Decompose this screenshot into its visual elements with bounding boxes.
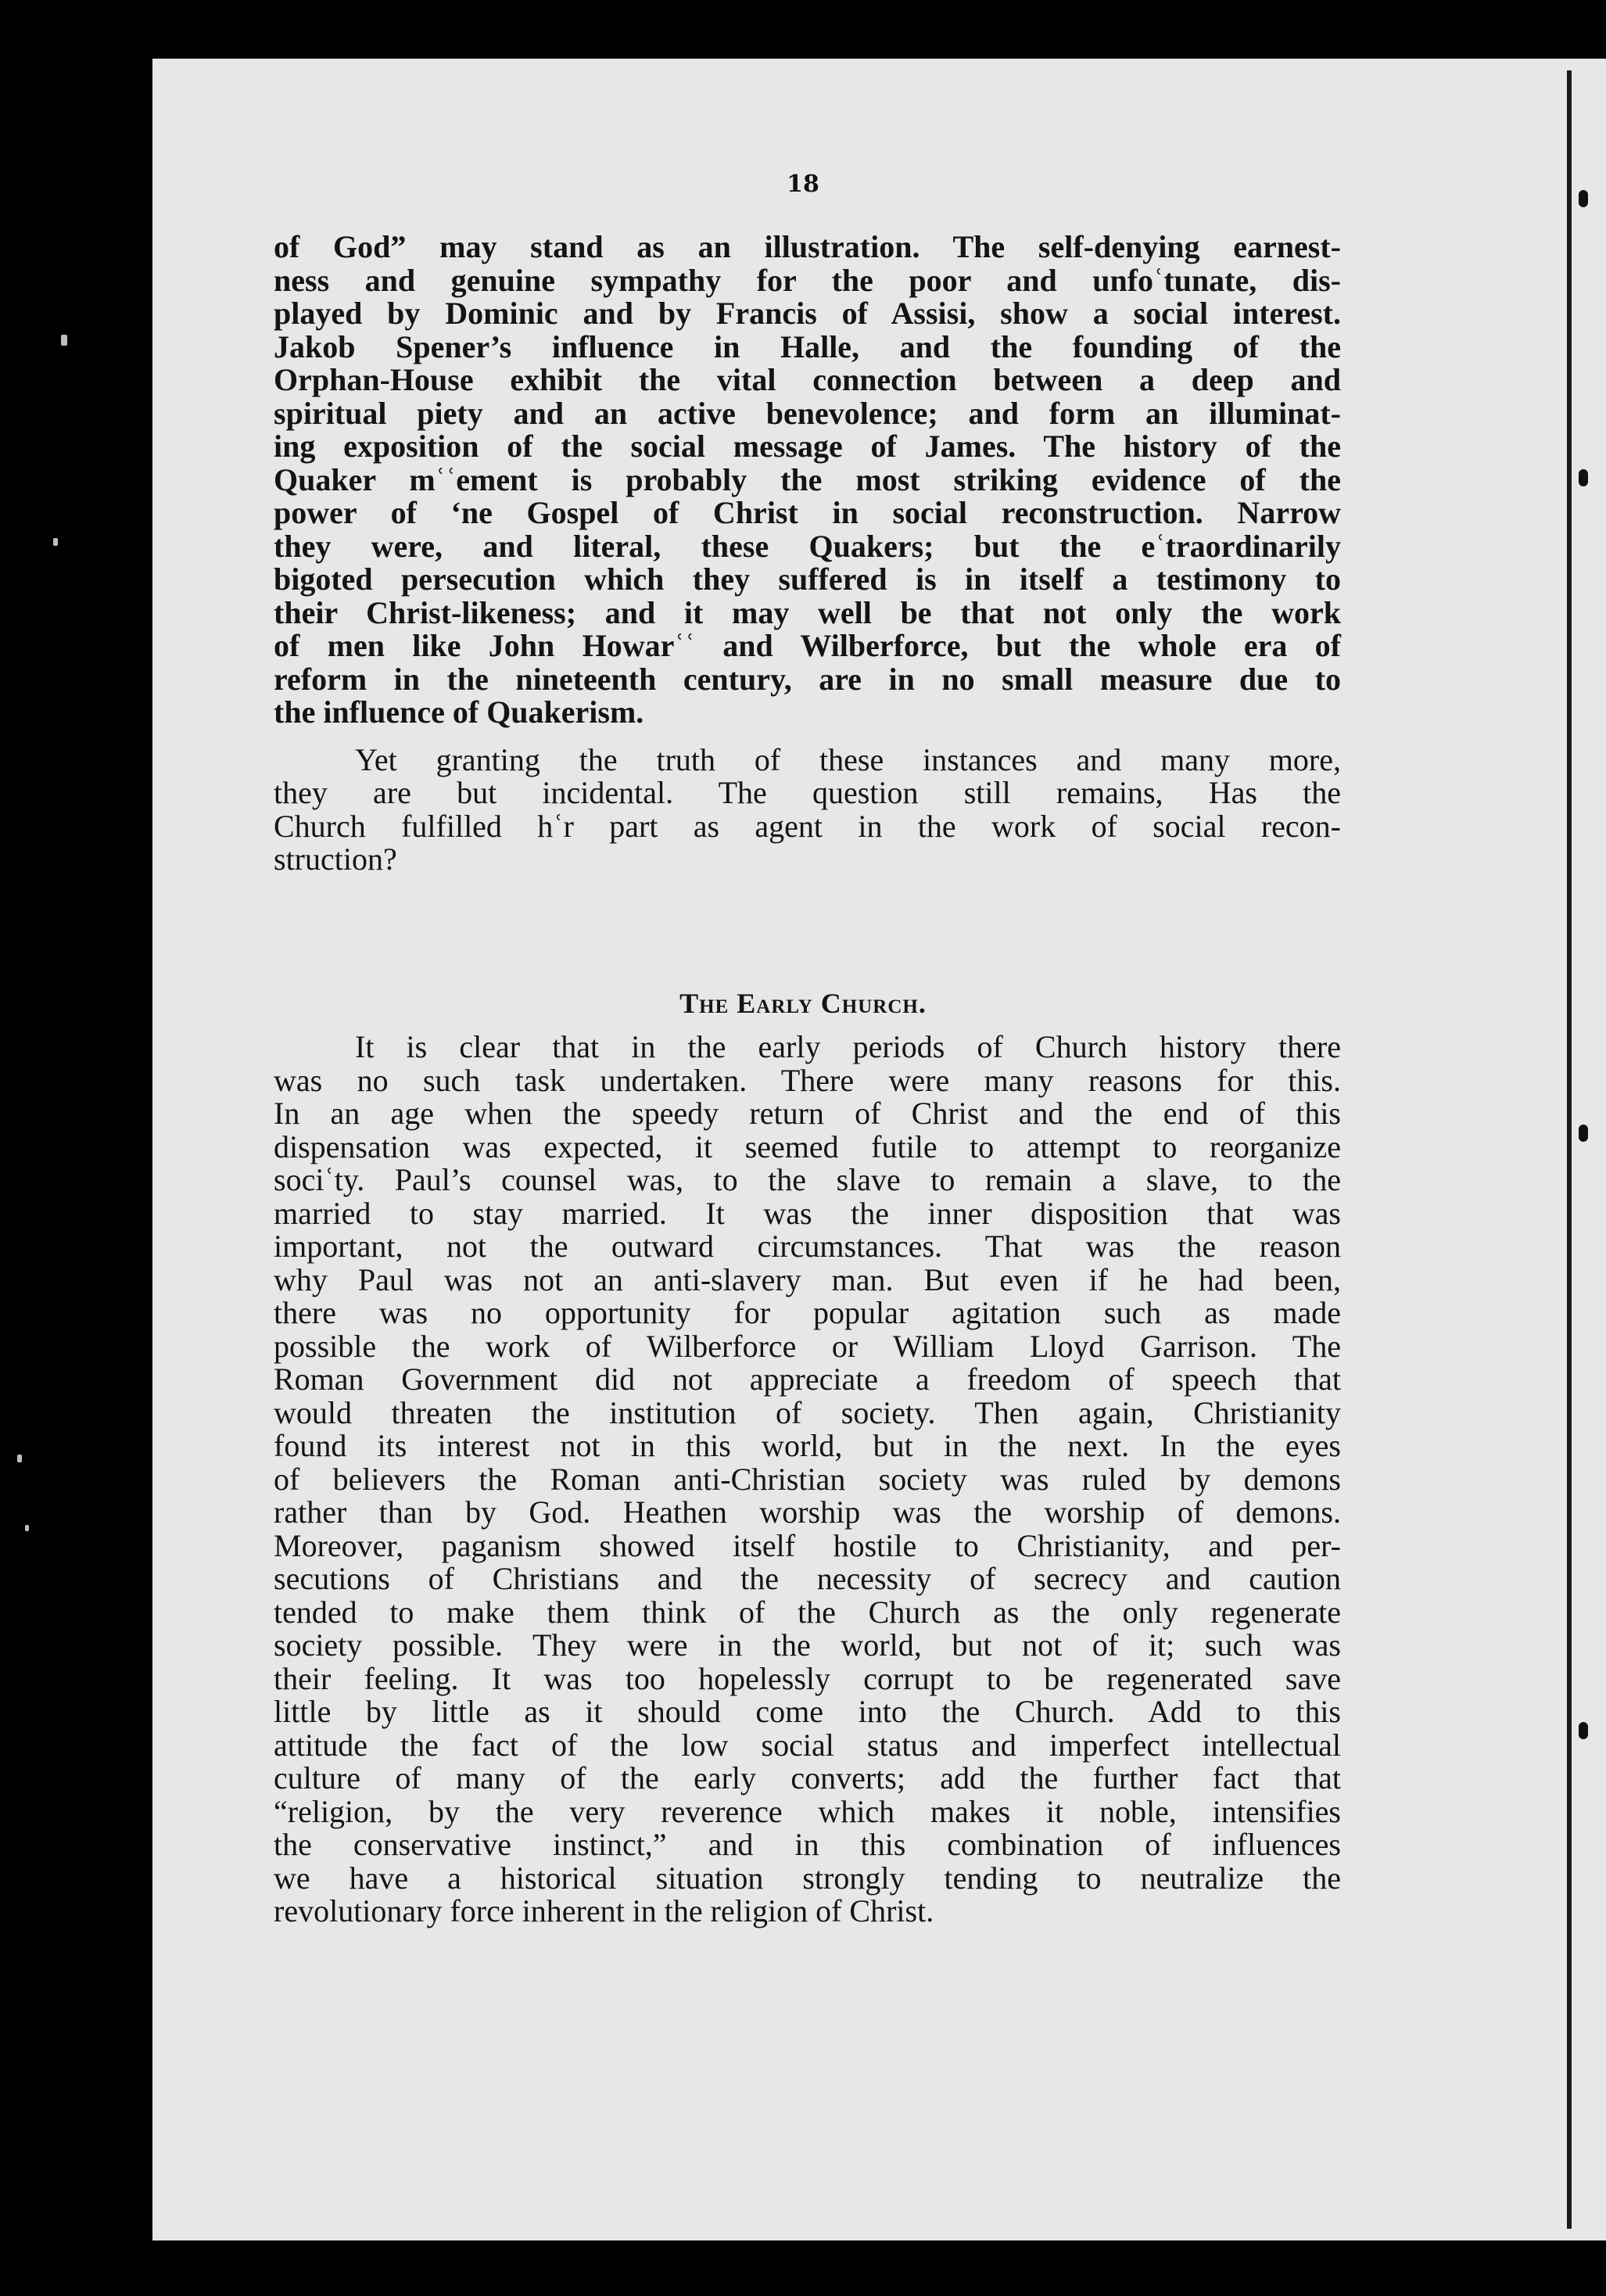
edge-mark	[1579, 469, 1588, 486]
text-line: found its interest not in this world, but in the next. In the eyes	[274, 1428, 1341, 1463]
text-line: revolutionary force inherent in the religion of Christ.	[274, 1893, 934, 1928]
text-line: we have a historical situation strongly tending to neutralize the	[274, 1860, 1341, 1896]
text-line: of God” may stand as an illustration. The self-denying earnest-	[274, 229, 1341, 264]
scan-speck	[53, 538, 58, 546]
text-line: Roman Government did not appreciate a freedom of speech that	[274, 1361, 1341, 1397]
text-line: married to stay married. It was the inner disposition that was	[274, 1195, 1341, 1231]
text-line: power of ʻne Gospel of Christ in social reconstruction. Narrow	[274, 495, 1341, 530]
text-line: little by little as it should come into the Church. Add to this	[274, 1694, 1341, 1729]
text-line: played by Dominic and by Francis of Assisi, show a social interest.	[274, 296, 1341, 331]
text-line: ness and genuine sympathy for the poor and unfoʿtunate, dis-	[274, 262, 1341, 298]
text-line: Moreover, paganism showed itself hostile to Christianity, and per-	[274, 1527, 1341, 1563]
text-line: In an age when the speedy return of Christ and the end of this	[274, 1096, 1341, 1131]
text-line: why Paul was not an anti-slavery man. But even if he had been,	[274, 1261, 1341, 1297]
text-line: spiritual piety and an active benevolence; and form an illuminat-	[274, 395, 1341, 431]
edge-mark	[1579, 1722, 1588, 1739]
scan-speck	[17, 1455, 22, 1462]
text-line: ing exposition of the social message of James. The history of the	[274, 429, 1341, 464]
scan-speck	[25, 1525, 29, 1531]
text-line: they were, and literal, these Quakers; but the eʿtraordinarily	[274, 528, 1341, 564]
text-line: struction?	[274, 841, 397, 877]
paragraph-1	[274, 231, 1341, 730]
text-line: their Christ-likeness; and it may well be that not only the work	[274, 594, 1341, 630]
body-text-bottom	[274, 1031, 1341, 1928]
text-line: Yet granting the truth of these instances and many more,	[355, 741, 1341, 777]
text-line: Orphan-House exhibit the vital connection between a deep and	[274, 362, 1341, 397]
body-text-top	[274, 231, 1341, 877]
text-line: “religion, by the very reverence which makes it noble, intensifies	[274, 1793, 1341, 1829]
text-line: there was no opportunity for popular agitation such as made	[274, 1295, 1341, 1330]
text-line: was no such task undertaken. There were many reasons for this.	[274, 1062, 1341, 1098]
section-heading: The Early Church.	[679, 988, 927, 1019]
text-line: attitude the fact of the low social status and imperfect intellectual	[274, 1727, 1341, 1763]
paragraph-3	[274, 1031, 1341, 1928]
text-line: bigoted persecution which they suffered is in itself a testimony to	[274, 561, 1341, 597]
text-line: the conservative instinct,” and in this combination of influences	[274, 1827, 1341, 1862]
text-line: Church fulfilled hʿr part as agent in the work of social recon-	[274, 808, 1341, 844]
text-line: the influence of Quakerism.	[274, 694, 644, 730]
text-line: secutions of Christians and the necessity of secrecy and caution	[274, 1561, 1341, 1596]
text-line: reform in the nineteenth century, are in no small measure due to	[274, 661, 1341, 697]
text-line: of believers the Roman anti-Christian society was ruled by demons	[274, 1461, 1341, 1497]
text-line: rather than by God. Heathen worship was the worship of demons.	[274, 1494, 1341, 1530]
text-line: sociʿty. Paul’s counsel was, to the slave to remain a slave, to the	[274, 1162, 1341, 1197]
text-line: possible the work of Wilberforce or William Lloyd Garrison. The	[274, 1328, 1341, 1364]
text-line: tended to make them think of the Church as the only regenerate	[274, 1594, 1341, 1630]
text-line: they are but incidental. The question still remains, Has the	[274, 775, 1341, 810]
text-line: dispensation was expected, it seemed futile to attempt to reorganize	[274, 1128, 1341, 1164]
text-line: their feeling. It was too hopelessly corrupt to be regenerated save	[274, 1660, 1341, 1696]
scan-speck	[61, 335, 67, 346]
text-line: Jakob Spener’s influence in Halle, and the founding of the	[274, 328, 1341, 364]
text-line: of men like John Howarʿʿ and Wilberforce, but the whole era of	[274, 628, 1341, 663]
text-line: Quaker mʿʿement is probably the most striking evidence of the	[274, 461, 1341, 497]
text-line: It is clear that in the early periods of Church history there	[355, 1029, 1341, 1064]
text-line: culture of many of the early converts; add the further fact that	[274, 1760, 1341, 1796]
paragraph-2	[274, 741, 1341, 877]
binding-edge	[1567, 70, 1572, 2229]
text-line: would threaten the institution of society. Then again, Christianity	[274, 1394, 1341, 1430]
page-number: 18	[787, 170, 819, 198]
text-line: society possible. They were in the world, but not of it; such was	[274, 1627, 1341, 1663]
text-line: important, not the outward circumstances. That was the reason	[274, 1229, 1341, 1264]
edge-mark	[1579, 1125, 1588, 1142]
